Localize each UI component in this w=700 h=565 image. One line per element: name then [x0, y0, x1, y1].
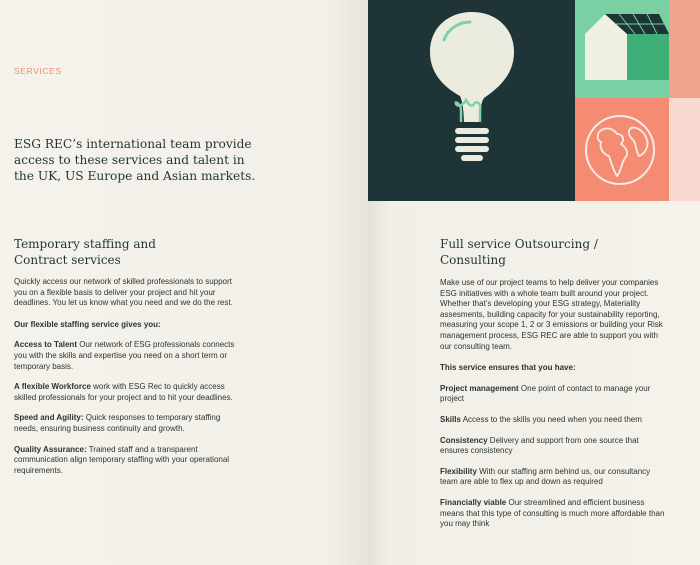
- outsourcing-heading: Full service Outsourcing / Consulting: [440, 237, 598, 267]
- lightbulb-panel: [368, 0, 575, 201]
- globe-panel: [575, 98, 669, 201]
- edge-panel-top: [669, 0, 700, 98]
- ensure-item: [440, 498, 665, 530]
- outsourcing-section: [440, 236, 665, 540]
- temporary-staffing-section: [14, 236, 239, 486]
- benefit-text: work with ESG Rec to quickly access skilled professionals for your project and to hit your deadlines.: [14, 382, 233, 402]
- ensure-text: Our streamlined and efficient business means that this type of consulting is much more affordable than you may think: [440, 497, 665, 529]
- benefit-item: [14, 340, 239, 372]
- solar-house-panel: [575, 0, 669, 98]
- ensure-title: Project management: [440, 383, 519, 393]
- outsourcing-intro: Make use of our project teams to help deliver your companies ESG initiatives with a whole team built around your project. Whether that’s developing your ESG strategy, Materiality assesments, building capacity for your sustainability reporting, measuring your scope 1, 2 or 3 emissions or building your Risk management process, ESG REC are able to support you with our consulting team.: [440, 278, 663, 351]
- lightbulb-icon: [368, 0, 575, 201]
- ensure-title: Consistency: [440, 435, 488, 445]
- benefit-item: [14, 382, 239, 403]
- ensure-item: [440, 436, 665, 457]
- outsourcing-subhead: This service ensures that you have:: [440, 363, 576, 373]
- benefit-text: Our network of ESG professionals connects you with the skills and expertise you need on a short term or temporary basis.: [14, 340, 235, 371]
- benefit-text: Trained staff and a transparent communication align temporary staffing with your operational requirements.: [14, 444, 230, 475]
- ensure-text: Delivery and support from one source that ensures consistency: [440, 435, 639, 456]
- heading-line-2: Contract services: [14, 253, 121, 267]
- heading-line-1: Temporary staffing and: [14, 237, 156, 251]
- benefit-title: Quality Assurance:: [14, 444, 87, 454]
- ensure-item: [440, 415, 665, 426]
- solar-house-icon: [575, 0, 669, 98]
- intro-text: ESG REC’s international team provide access to these services and talent in the UK, US Europe and Asian markets.: [14, 137, 256, 183]
- benefit-title: Access to Talent: [14, 340, 77, 350]
- benefit-title: Speed and Agility:: [14, 413, 84, 423]
- ensure-item: [440, 384, 665, 405]
- ensure-text: With our staffing arm behind us, our consultancy team are able to flex up and down as required: [440, 466, 651, 487]
- section-label: SERVICES: [14, 66, 62, 76]
- benefit-item: [14, 413, 239, 434]
- ensure-title: Flexibility: [440, 466, 477, 476]
- ensure-title: Financially viable: [440, 497, 507, 507]
- ensure-item: [440, 467, 665, 488]
- temporary-staffing-heading: [14, 236, 239, 268]
- ensure-text: One point of contact to manage your project: [440, 383, 651, 404]
- benefit-text: Quick responses to temporary staffing needs, ensuring business continuity and growth.: [14, 413, 221, 433]
- ensure-title: Skills: [440, 414, 461, 424]
- temporary-staffing-subhead: Our flexible staffing service gives you:: [14, 319, 161, 329]
- ensure-text: Access to the skills you need when you need them: [460, 414, 642, 424]
- benefit-item: [14, 445, 239, 477]
- benefit-title: A flexible Workforce: [14, 382, 91, 392]
- globe-icon: [575, 98, 669, 201]
- temporary-staffing-intro: Quickly access our network of skilled professionals to support you on a flexible basis to deliver your project and hit your deadlines. You let us know what you need and we do the rest.: [14, 277, 233, 308]
